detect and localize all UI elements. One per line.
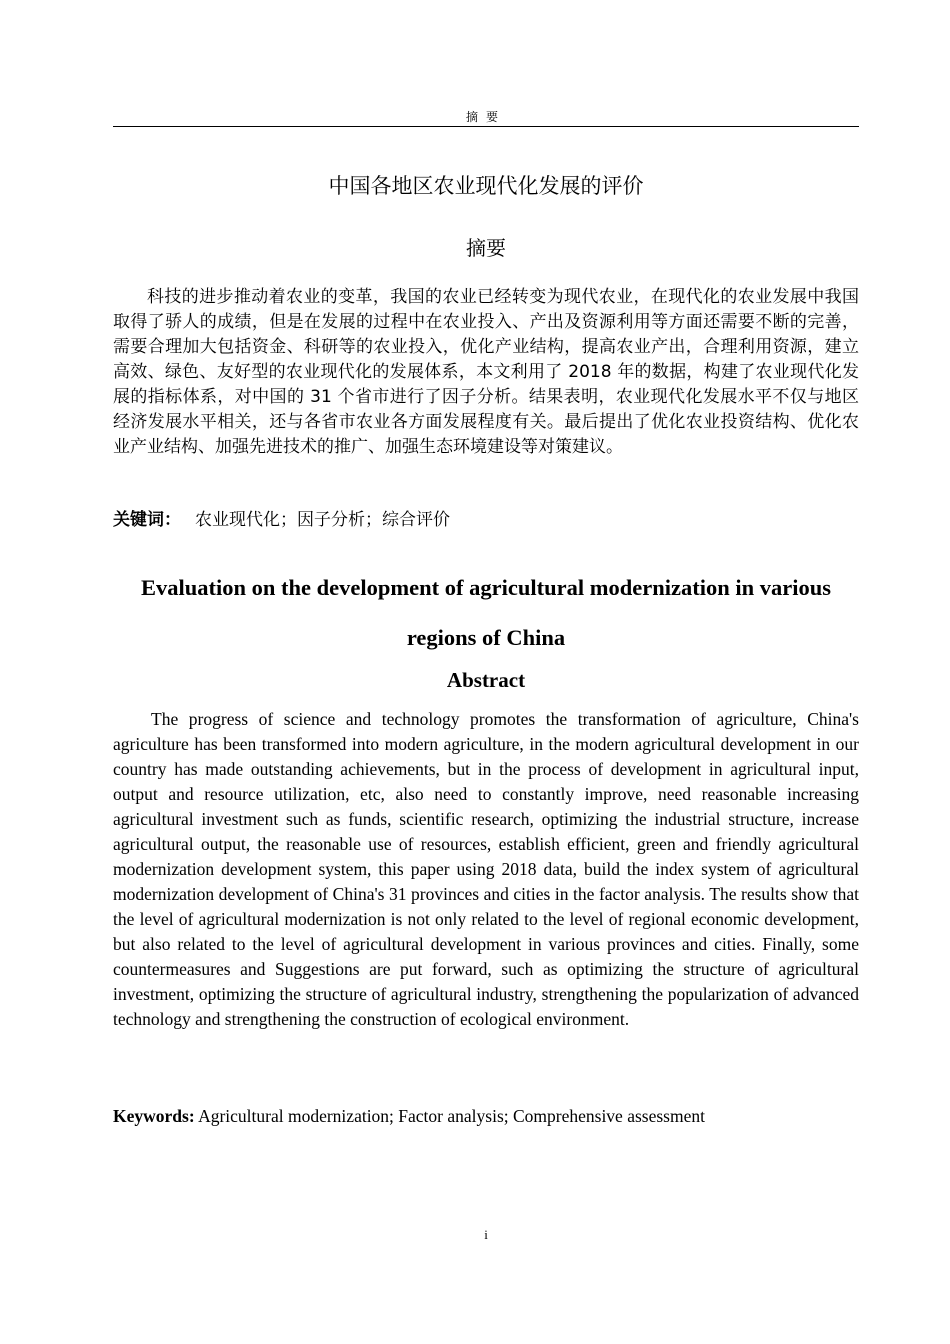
english-abstract-body: The progress of science and technology promotes the transformation of agriculture, China's agriculture has been transformed into modern agriculture, in the modern agricultural development in our country has made outstanding achievements, but in the process of development in agricultural input, output and resource utilization, etc, also need to constantly improve, need reasonable increasing agricultural investment such as funds, scientific research, optimizing the industrial structure, increase agricultural output, the reasonable use of resources, establish efficient, green and friendly agricultural modernization development system, this paper using 2018 data, build the index system of agricultural modernization development of China's 31 provinces and cities in the factor analysis. The results show that the level of agricultural modernization is not only related to the level of regional economic development, but also related to the level of agricultural development in various provinces and cities. Finally, some countermeasures and Suggestions are put forward, such as optimizing the structure of agricultural investment, optimizing the structure of agricultural industry, strengthening the popularization of advanced technology and strengthening the construction of ecological environment. [113, 709, 859, 1029]
english-keywords-label: Keywords: [113, 1106, 195, 1126]
english-keywords-value: Agricultural modernization; Factor analysis; Comprehensive assessment [198, 1106, 705, 1126]
chinese-abstract-body: 科技的进步推动着农业的变革，我国的农业已经转变为现代农业，在现代化的农业发展中我国取得了骄人的成绩，但是在发展的过程中在农业投入、产出及资源利用等方面还需要不断的完善，需要合理加大包括资金、科研等的农业投入，优化产业结构，提高农业产出，合理利用资源，建立高效、绿色、友好型的农业现代化的发展体系，本文利用了 2018 年的数据，构建了农业现代化发展的指标体系，对中国的 31 个省市进行了因子分析。结果表明，农业现代化发展水平不仅与地区经济发展水平相关，还与各省市农业各方面发展程度有关。最后提出了优化农业投资结构、优化农业产业结构、加强先进技术的推广、加强生态环境建设等对策建议。 [113, 287, 859, 457]
chinese-keywords-value: 农业现代化；因子分析；综合评价 [195, 510, 450, 530]
english-abstract-heading: Abstract [446, 668, 526, 692]
running-header: 摘要 [465, 110, 506, 124]
chinese-title: 中国各地区农业现代化发展的评价 [328, 174, 644, 198]
chinese-keywords-label: 关键词： [113, 510, 181, 530]
chinese-keywords [113, 508, 859, 533]
header-rule [113, 126, 859, 127]
chinese-abstract-heading: 摘要 [466, 236, 506, 260]
english-keywords [113, 1104, 859, 1129]
english-title: Evaluation on the development of agricultural modernization in various regions of China [140, 575, 831, 650]
page-number: i [484, 1227, 488, 1242]
